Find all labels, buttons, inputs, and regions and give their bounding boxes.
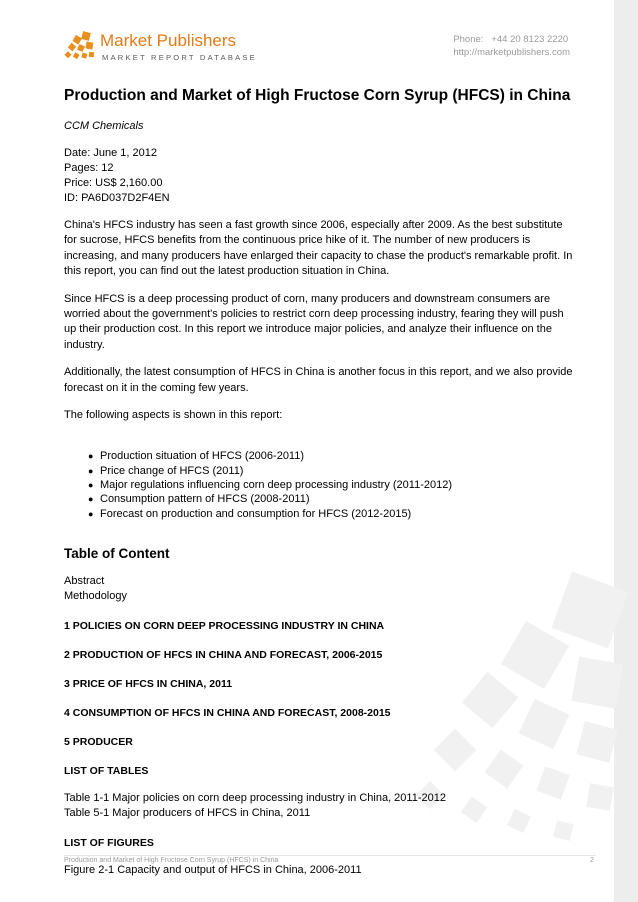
toc-section[interactable]: 2 PRODUCTION OF HFCS IN CHINA AND FORECAST, 2006-2015 (64, 648, 383, 661)
report-date: Date: June 1, 2012 (64, 147, 157, 159)
brand-name: Market Publishers (100, 31, 237, 50)
footer-divider (64, 855, 596, 856)
table-entry[interactable]: Table 5-1 Major producers of HFCS in China, 2011 (64, 806, 311, 819)
market-publishers-logo[interactable] (64, 30, 264, 66)
report-price: Price: US$ 2,160.00 (64, 177, 163, 189)
paragraph: The following aspects is shown in this report: (64, 409, 283, 422)
toc-section[interactable]: 3 PRICE OF HFCS IN CHINA, 2011 (64, 677, 233, 690)
aspects-list (64, 449, 574, 520)
tables-list (64, 791, 574, 821)
report-title: Production and Market of High Fructose Corn Syrup (HFCS) in China (64, 87, 571, 104)
phone-number[interactable]: +44 20 8123 2220 (491, 34, 569, 45)
list-item: ● Major regulations influencing corn deep processing industry (2011-2012) (88, 478, 574, 492)
toc-section[interactable]: 5 PRODUCER (64, 735, 133, 748)
list-item: ● Forecast on production and consumption for HFCS (2012-2015) (88, 507, 574, 521)
contact-block (453, 33, 570, 59)
report-publisher: CCM Chemicals (64, 120, 144, 132)
list-item: ● Consumption pattern of HFCS (2008-2011) (88, 492, 574, 506)
list-of-tables-heading[interactable]: LIST OF TABLES (64, 764, 149, 777)
toc-entry-methodology[interactable]: Methodology (64, 589, 127, 602)
list-item: ● Production situation of HFCS (2006-2011) (88, 449, 574, 463)
report-pages: Pages: 12 (64, 162, 114, 174)
paragraph: Since HFCS is a deep processing product of corn, many producers and downstream consumers are worried about the government's policies to restrict corn deep processing industry, fearing they will push up their production cost. In this report we introduce major policies, and analyze their influence on the industry. (64, 292, 564, 351)
report-id: ID: PA6D037D2F4EN (64, 192, 170, 204)
figure-entry[interactable]: Figure 2-1 Capacity and output of HFCS in China, 2006-2011 (64, 863, 362, 876)
toc-entry-abstract[interactable]: Abstract (64, 574, 105, 587)
toc-intro (64, 574, 574, 604)
report-content (64, 86, 574, 878)
page-number: 2 (590, 857, 594, 864)
brand-tagline: MARKET REPORT DATABASE (102, 53, 257, 62)
website-link[interactable]: http://marketpublishers.com (453, 47, 570, 58)
toc-heading: Table of Content (64, 545, 170, 561)
figures-list (64, 863, 574, 878)
list-of-figures-heading[interactable]: LIST OF FIGURES (64, 836, 154, 849)
toc-section[interactable]: 1 POLICIES ON CORN DEEP PROCESSING INDUSTRY IN CHINA (64, 619, 385, 632)
paragraph: Additionally, the latest consumption of HFCS in China is another focus in this report, and we also provide forecast on it in the coming few years. (64, 366, 573, 394)
toc-section[interactable]: 4 CONSUMPTION OF HFCS IN CHINA AND FORECAST, 2008-2015 (64, 706, 391, 719)
table-entry[interactable]: Table 1-1 Major policies on corn deep processing industry in China, 2011-2012 (64, 791, 446, 804)
report-meta (64, 146, 574, 206)
paragraph: China's HFCS industry has seen a fast growth since 2006, especially after 2009. As the best substitute for sucrose, HFCS benefits from the continuous price hike of it. The number of new producers is increasing, and many producers have enlarged their capacity to chase the product's remarkable profit. In this report, you can find out the latest production situation in China. (64, 219, 573, 278)
logo-mark-icon (64, 30, 100, 64)
phone-label: Phone: (453, 34, 484, 45)
footer-title: Production and Market of High Fructose Corn Syrup (HFCS) in China (64, 857, 279, 864)
list-item: ● Price change of HFCS (2011) (88, 464, 574, 478)
